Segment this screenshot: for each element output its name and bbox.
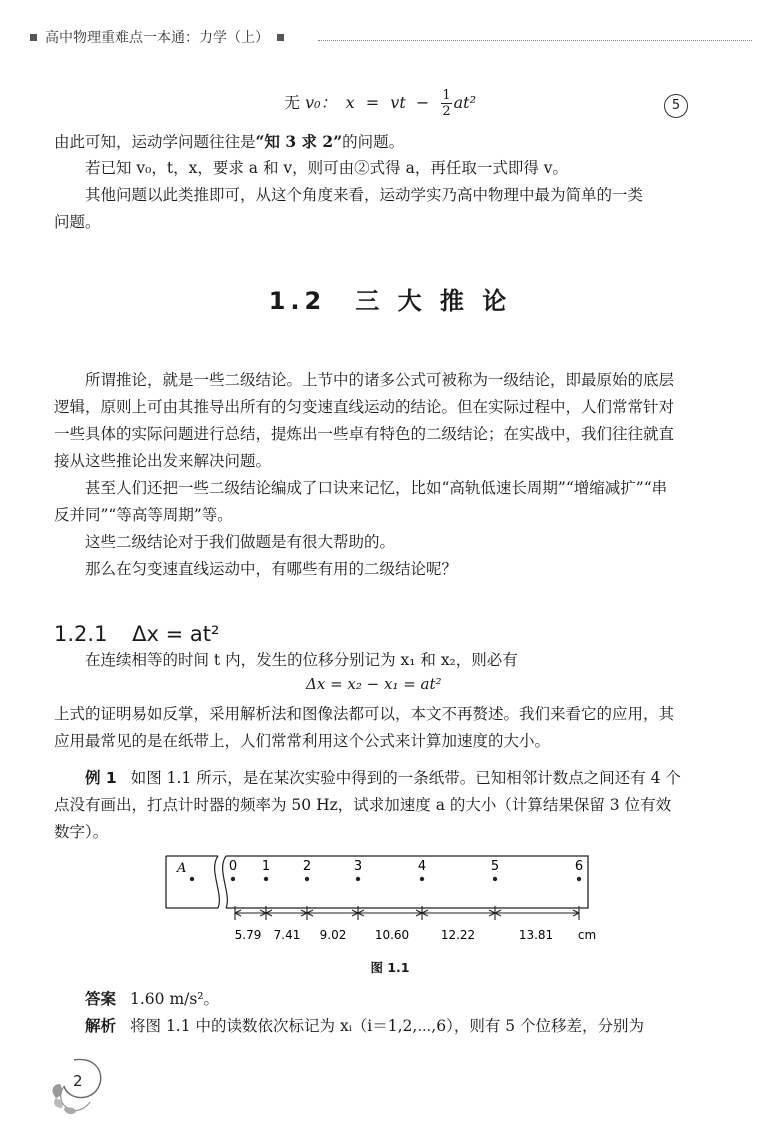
point-label: 0 xyxy=(228,859,238,874)
intro-line-4: 接从这些推论出发来解决问题。 xyxy=(54,452,272,470)
book-title: 高中物理重难点一本通：力学（上） xyxy=(45,30,269,46)
subsection-formula: Δx = at² xyxy=(132,622,220,646)
point-label: 6 xyxy=(574,859,584,874)
section-title: 1.2 三 大 推 论 xyxy=(268,287,512,315)
intro-line-3: 一些具体的实际问题进行总结，提炼出一些卓有特色的二级结论；在实战中，我们往往就直 xyxy=(54,425,675,443)
paragraph-others: 其他问题以此类推即可，从这个角度来看，运动学实乃高中物理中最为简单的一类 xyxy=(85,186,644,204)
body-line-3: 应用最常见的是在纸带上，人们常常利用这个公式来计算加速度的大小。 xyxy=(54,732,551,750)
distance-label: 12.22 xyxy=(440,928,476,942)
answer-value: 1.60 m/s²。 xyxy=(130,990,220,1008)
equation-number: 5 xyxy=(664,94,688,118)
page-number: 2 xyxy=(73,1072,83,1090)
tape-left-segment xyxy=(166,856,218,908)
distance-label: 5.79 xyxy=(234,928,262,942)
point-a-dot xyxy=(190,877,194,881)
point-label: 2 xyxy=(302,859,312,874)
analysis-label: 解析 xyxy=(85,1017,117,1035)
equation-5: 无 v₀： x = vt − $\frac{1}{2}$ at² xyxy=(284,88,477,119)
header-dotted-rule xyxy=(318,40,752,41)
point-label: 5 xyxy=(490,859,500,874)
intro-line-6: 反并同”“等高等周期”等。 xyxy=(54,506,233,524)
point-label: 4 xyxy=(417,859,427,874)
paragraph-given: 若已知 v₀，t，x，要求 a 和 v，则可由②式得 a，再任取一式即得 v。 xyxy=(85,159,568,177)
point-dot xyxy=(420,877,424,881)
distance-label: 9.02 xyxy=(319,928,347,942)
intro-line-1: 所谓推论，就是一些二级结论。上节中的诸多公式可被称为一级结论，即最原始的底层 xyxy=(85,371,675,389)
tape-break-mark xyxy=(215,856,220,908)
example-line-3: 数字）。 xyxy=(54,823,109,841)
example-label: 例 1 xyxy=(85,769,117,787)
tape-right-segment xyxy=(226,856,588,908)
distance-label: 7.41 xyxy=(273,928,301,942)
paragraph-others-cont: 问题。 xyxy=(54,213,101,231)
paper-tape-figure xyxy=(160,850,600,950)
tape-points xyxy=(229,859,583,881)
square-bullet-icon xyxy=(30,34,37,41)
example-line-1: 例 1 如图 1.1 所示，是在某次实验中得到的一条纸带。已知相邻计数点之间还有 4 个 xyxy=(85,769,681,787)
intro-line-5: 甚至人们还把一些二级结论编成了口诀来记忆，比如“高轨低速长周期”“增缩减扩”“串 xyxy=(85,479,668,497)
point-dot xyxy=(264,877,268,881)
point-label: 1 xyxy=(261,859,271,874)
square-bullet-icon xyxy=(277,34,284,41)
point-label: 3 xyxy=(353,859,363,874)
intro-line-8: 那么在匀变速直线运动中，有哪些有用的二级结论呢？ xyxy=(85,560,458,578)
intro-line-7: 这些二级结论对于我们做题是有很大帮助的。 xyxy=(85,533,396,551)
example-line-2: 点没有画出，打点计时器的频率为 50 Hz，试求加速度 a 的大小（计算结果保留 3 位有效 xyxy=(54,796,672,814)
subsection-title: 1.2.1 Δx = at² xyxy=(54,622,220,646)
distance-label: 13.81 xyxy=(518,928,554,942)
unit-label: cm xyxy=(577,928,597,942)
body-line-2: 上式的证明易如反掌，采用解析法和图像法都可以，本文不再赘述。我们来看它的应用，其 xyxy=(54,705,675,723)
point-dot xyxy=(305,877,309,881)
page-ornament-icon xyxy=(46,1050,126,1116)
distance-label: 10.60 xyxy=(374,928,410,942)
running-header xyxy=(30,27,284,47)
body-line-1: 在连续相等的时间 t 内，发生的位移分别记为 x₁ 和 x₂，则必有 xyxy=(85,651,518,669)
paragraph-know3: 由此可知，运动学问题往往是“知 3 求 2”的问题。 xyxy=(54,132,405,151)
intro-line-2: 逻辑，原则上可由其推导出所有的匀变速直线运动的结论。但在实际过程中，人们常常针对 xyxy=(54,398,675,416)
analysis-line: 解析 将图 1.1 中的读数依次标记为 xᵢ（i＝1,2,⋯,6），则有 5 个位移差，分别为 xyxy=(85,1017,645,1035)
tape-break-mark xyxy=(223,856,228,908)
fraction-one-half: $\frac{1}{2}$ xyxy=(442,88,451,119)
point-dot xyxy=(356,877,360,881)
point-dot xyxy=(577,877,581,881)
point-a-label: A xyxy=(177,861,187,876)
answer-label: 答案 xyxy=(85,990,117,1008)
delta-x-equation: Δx = x₂ − x₁ = at² xyxy=(306,675,442,693)
point-dot xyxy=(231,877,235,881)
point-dot xyxy=(493,877,497,881)
answer-line xyxy=(54,986,714,1013)
figure-caption: 图 1.1 xyxy=(370,960,410,975)
